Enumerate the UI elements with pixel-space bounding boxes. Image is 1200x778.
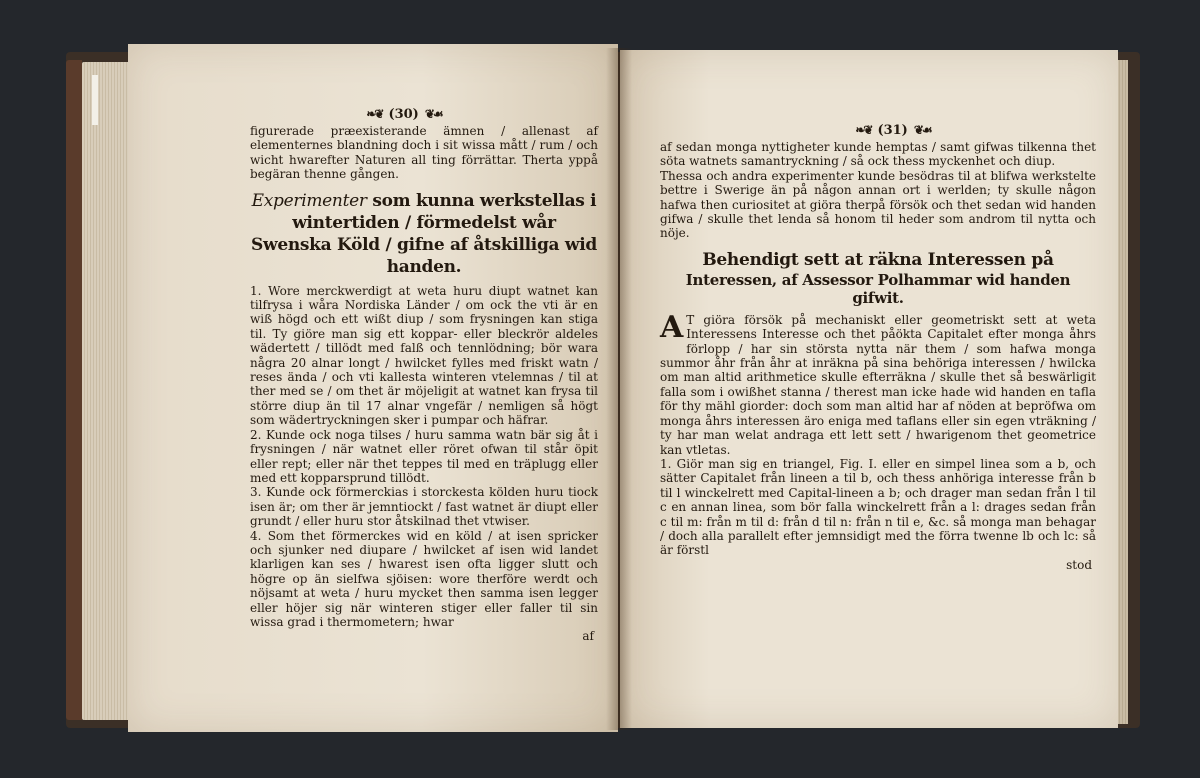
left-paragraph-3: 3. Kunde ock förmerckias i storckesta kölden huru tiock isen är; om ther är jemntiockt / fast watnet är diupt eller grundt / eller huru stor åtskilnad thet vtwiser.	[250, 485, 598, 529]
left-paragraph-4: 4. Som thet förmerckes wid en köld / at isen spricker och sjunker ned diupare / hwilcket af isen wid landet klarligen kan ses / hwarest isen ofta ligger slutt och högre op än sielfwa sjöisen: wore therföre werdt och nöjsamt at weta / huru mycket then samma isen legger eller höjer sig när winteren stiger eller faller til sin wissa grad i thermometern; hwar	[250, 528, 598, 629]
right-section-heading	[660, 249, 1096, 307]
left-intro-paragraph: figurerade præexisterande ämnen / allenast af elementernes blandning doch i sit wissa mått / rum / och wicht hwarefter Naturen all ting förrättar. Therta yppå begäran thenne gången.	[250, 124, 598, 182]
left-catchword: af	[582, 629, 594, 644]
right-paragraph-2: 1. Giör man sig en triangel, Fig. I. eller en simpel linea som a b, och sätter Capitalet från lineen a til b, och thess anhöriga interesse från b til l winckelrett med Capital-lineen a b; och drager man sedan från l til c en annan linea, som bör falla winckelrett från a l: drages sedan från c til m: från m til d: från d til n: från n til e, &c. så monga man behagar / doch alla parallelt efter jemnsidigt med the förra twenne lb och lc: så är förstl	[660, 456, 1096, 558]
left-heading-italic: Experimenter	[251, 190, 367, 211]
right-page-number: (31)	[877, 122, 908, 138]
right-heading-line-2: Interessen, af Assessor Polhammar wid handen gifwit.	[685, 270, 1071, 307]
ornament-icon: ❦☙	[913, 123, 931, 137]
right-heading-line-1: Behendigt sett at räkna Interessen på	[702, 249, 1054, 270]
ornament-icon: ❧❦	[855, 123, 872, 137]
right-catchword: stod	[1066, 557, 1092, 572]
left-page-header	[210, 104, 598, 124]
book-gutter	[606, 48, 632, 730]
right-page-header	[690, 120, 1096, 140]
right-page-text	[660, 140, 1096, 572]
left-heading-text: som kunna werkstellas i wintertiden / förmedelst wår Swenska Köld / gifne af åtskilliga wid handen.	[251, 190, 597, 277]
right-paragraph-1	[660, 309, 1096, 457]
left-section-heading	[250, 190, 598, 278]
left-page	[128, 44, 618, 732]
right-intro-paragraph-2: Thessa och andra experimenter kunde besödras til at blifwa werkstelte bettre i Swerige än på någon annan ort i werlden; ty skulle någon hafwa then curiositet at giöra therpå försök och thet sedan wid handen gifwa / skulle thet lenda så honom til heder som androm til nytta och nöje.	[660, 168, 1096, 241]
cover-spine-edge	[66, 60, 82, 720]
right-intro-paragraph: af sedan monga nyttigheter kunde hemptas / samt gifwas tilkenna thet söta watnets samantryckning / så ock thess myckenhet och diup.	[660, 140, 1096, 169]
ornament-icon: ❦☙	[424, 107, 442, 121]
left-paragraph-1: 1. Wore merckwerdigt at weta huru diupt watnet kan tilfrysa i wåra Nordiska Länder / om ock the vti är en wiß högd och ett wißt diup / som frysningen kan stiga til. Ty giöre man sig ett koppar- eller bleckrör aldeles wädertett / tillödt med falß och tennlödning; bör wara några 20 alnar longt / hwilcket fylles med friskt watn / reses ända / och vti kallesta winteren vtelemnas / til at ther med se / om thet är möjeligit at watnet kan frysa til större diup än til 17 alnar vngefär / nemligen så högt som wädertryckningen sker i pumpar och häfrar.	[250, 283, 598, 428]
right-paragraph-1-text: T giöra försök på mechaniskt eller geometriskt sett at weta Interessens Interesse och thet påökta Capitalet efter monga åhrs förlopp / har sin största nytta när them / som hafwa monga summor åhr från åhr at inräkna på sina behöriga interessen / hwilcka om man altid arithmetice skulle efterräkna / skulle thet så beswärligit falla som i owißhet stanna / therest man icke hade wid handen en tafla för thy mähl giorder: doch som man altid har af nöden at bepröfwa om monga åhrs interessen äro eniga med taflans eller sin egen vträkning / ty har man welat andraga ett lett sett / hwarigenom thet geometrice kan vtletas.	[660, 312, 1096, 457]
drop-cap: A	[660, 309, 684, 345]
ornament-icon: ❧❦	[366, 107, 383, 121]
right-page	[620, 50, 1118, 728]
left-page-text	[250, 124, 598, 643]
left-paragraph-2: 2. Kunde ock noga tilses / huru samma watn bär sig åt i frysningen / när watnet eller röret ofwan til står öpit eller rept; eller när thet teppes til med en träplugg eller med ett kopparsprund tillödt.	[250, 427, 598, 485]
bookmark-strip	[92, 75, 98, 125]
left-page-number: (30)	[388, 106, 419, 122]
